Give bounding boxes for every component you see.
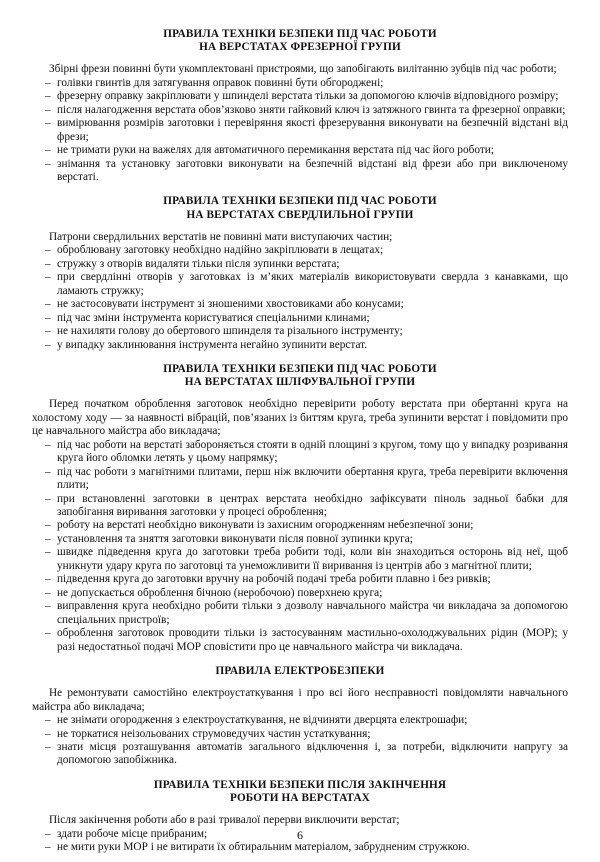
heading-line: ПРАВИЛА ТЕХНІКИ БЕЗПЕКИ ПІД ЧАС РОБОТИ [163, 195, 437, 208]
rule-item: – не застосовувати інструмент зі зношеними хвостовиками або конусами; [32, 298, 568, 311]
rule-item: – голівки гвинтів для затягування оправок повинні бути обгороджені; [32, 77, 568, 90]
rule-item: – виправлення круга необхідно робити тільки з дозволу навчального майстра чи викладача за допомогою спеціальних пристроїв; [32, 600, 568, 627]
rule-item: – знати місця розташування автоматів загального відключення і, за потреби, відключити напругу за допомогою запобіжника. [32, 741, 568, 768]
spacer [32, 678, 568, 687]
page-number: 6 [297, 828, 303, 842]
section-heading-drilling [32, 195, 568, 221]
section-intro: Після закінчення роботи або в разі тривалої перерви виключити верстат; [49, 814, 400, 827]
heading-line: РОБОТИ НА ВЕРСТАТАХ [230, 792, 370, 805]
heading-line: НА ВЕРСТАТАХ СВЕРДЛИЛЬНОЇ ГРУПИ [186, 208, 414, 221]
section-drilling [32, 195, 568, 351]
rule-item: – у випадку заклинювання інструмента негайно зупинити верстат. [32, 339, 568, 352]
rule-item: – оброблювану заготовку необхідно надійно закріплювати в лещатах; [32, 244, 568, 257]
section-intro: Перед початком оброблення заготовок необхідно перевірити роботу верстата при обертанні круга на холостому ходу — за наявності вібрацій, пов’язаних із биттям круга, треба зупинити верстат і повідомити про це навчального майстра або викладача; [32, 398, 568, 438]
rule-item: – не нахиляти голову до обертового шпинделя та різального інструменту; [32, 325, 568, 338]
rule-item: – швидке підведення круга до заготовки треба робити тоді, коли він знаходиться осторонь від неї, щоб уникнути удару круга по заготовці та унеможливити її виривання із центрів або з магнітної плити; [32, 546, 568, 573]
rule-item: – не знімати огородження з електроустаткування, не відчиняти дверцята електрошафи; [32, 714, 568, 727]
section-intro: Не ремонтувати самостійно електроустаткування і про всі його несправності повідомляти навчального майстра або викладача; [32, 687, 568, 713]
heading-line: ПРАВИЛА ЕЛЕКТРОБЕЗПЕКИ [215, 664, 385, 677]
spacer [32, 222, 568, 231]
section-heading-after-work [32, 779, 568, 805]
section-grinding [32, 363, 568, 654]
rule-item: – фрезерну оправку закріплювати у шпинделі верстата тільки за допомогою ключів відповідного розміру; [32, 90, 568, 103]
rules-list-grinding [32, 439, 568, 654]
rule-item: – не торкатися неізольованих струмоведучих частин устаткування; [32, 728, 568, 741]
section-electrical [32, 665, 568, 768]
rule-item: – не мити руки МОР і не витирати їх обтиральним матеріалом, забрудненим стружкою. [32, 841, 568, 854]
rule-item: – установлення та зняття заготовки виконувати після повної зупинки круга; [32, 533, 568, 546]
heading-line: НА ВЕРСТАТАХ ШЛІФУВАЛЬНОЇ ГРУПИ [184, 376, 416, 389]
section-intro: Патрони свердлильних верстатів не повинні мати виступаючих частин; [49, 230, 393, 243]
section-milling [32, 28, 568, 184]
rule-item: – після налагодження верстата обов’язково зняти гайковий ключ із затяжного гвинта та фрезерної оправки; [32, 104, 568, 117]
heading-line: ПРАВИЛА ТЕХНІКИ БЕЗПЕКИ ПІД ЧАС РОБОТИ [163, 362, 437, 375]
rules-list-electrical [32, 714, 568, 768]
rules-list-milling [32, 77, 568, 185]
rule-item: – вимірювання розмірів заготовки і перевіряння якості фрезерування виконувати на безпечній відстані від фрези; [32, 117, 568, 144]
rule-item: – стружку з отворів видаляти тільки після зупинки верстата; [32, 258, 568, 271]
section-heading-milling [32, 28, 568, 54]
rule-item: – під час роботи на верстаті забороняється стояти в одній площині з кругом, тому що у випадку розривання круга його обломки летять у цьому напрямку; [32, 439, 568, 466]
rule-item: – підведення круга до заготовки вручну на робочій подачі треба робити плавно і без ривків; [32, 573, 568, 586]
heading-line: НА ВЕРСТАТАХ ФРЕЗЕРНОЇ ГРУПИ [199, 41, 401, 54]
spacer [32, 389, 568, 398]
rule-item: – здати робоче місце прибраним; [32, 828, 568, 841]
rule-item: – при встановленні заготовки в центрах верстата необхідно зафіксувати піноль задньої бабки для запобігання виривання заготовки у процесі оброблення; [32, 493, 568, 520]
spacer [32, 768, 568, 779]
section-intro: Збірні фрези повинні бути укомплектовані пристроями, що запобігають вилітанню зубців під час роботи; [49, 63, 557, 76]
rule-item: – оброблення заготовок проводити тільки із застосуванням мастильно-охолоджувальних рідин (МОР); у разі недостатньої подачі МОР сповістити про це навчального майстра чи викладача. [32, 627, 568, 654]
spacer [32, 805, 568, 814]
rule-item: – знімання та установку заготовки виконувати на безпечній відстані від фрези або при виключеному верстаті. [32, 158, 568, 185]
heading-line: ПРАВИЛА ТЕХНІКИ БЕЗПЕКИ ПІД ЧАС РОБОТИ [163, 28, 437, 40]
spacer [32, 54, 568, 63]
heading-line: ПРАВИЛА ТЕХНІКИ БЕЗПЕКИ ПІСЛЯ ЗАКІНЧЕННЯ [153, 778, 447, 791]
spacer [32, 352, 568, 363]
rule-item: – не тримати руки на важелях для автоматичного перемикання верстата під час його роботи; [32, 144, 568, 157]
section-after-work [32, 779, 568, 855]
spacer [32, 184, 568, 195]
rules-list-drilling [32, 244, 568, 352]
rule-item: – не допускається оброблення бічною (неробочою) поверхнею круга; [32, 587, 568, 600]
rule-item: – роботу на верстаті необхідно виконувати із захисним огородженням небезпечної зони; [32, 519, 568, 532]
rule-item: – при свердлінні отворів у заготовках із м’яких матеріалів використовувати свердла з канавками, що ламають стружку; [32, 271, 568, 298]
spacer [32, 654, 568, 665]
rule-item: – під час зміни інструмента користуватися спеціальними клинами; [32, 312, 568, 325]
rule-item: – під час роботи з магнітними плитами, перш ніж включити обертання круга, треба перевірити включення плити; [32, 466, 568, 493]
section-heading-electrical [32, 665, 568, 678]
section-heading-grinding [32, 363, 568, 389]
